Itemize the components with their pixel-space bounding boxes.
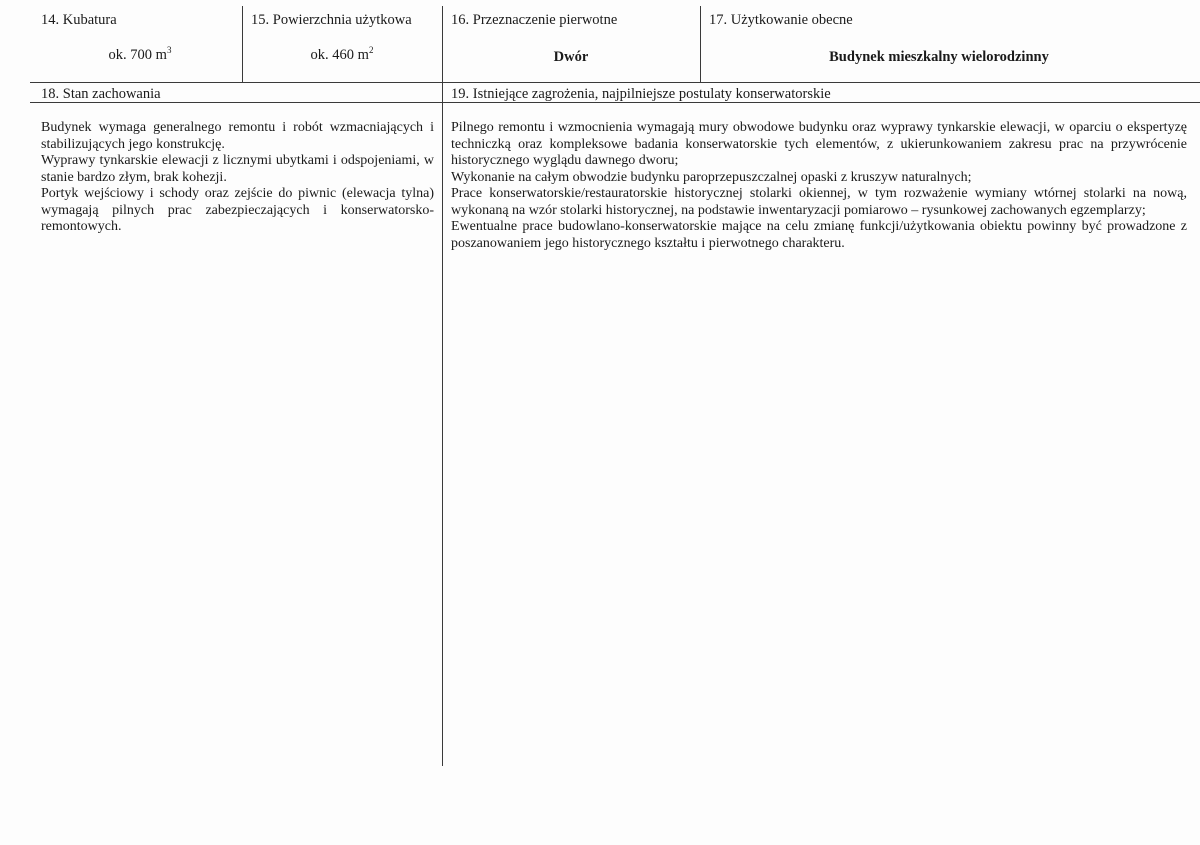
field-19-paragraph: Prace konserwatorskie/restauratorskie historycznej stolarki okiennej, w tym rozważenie wymiany wtórnej stolarki na nową, wykonaną na wzór stolarki historycznej, na podstawie inwentaryzacji pomiarowo – rysunkowej zachowanych egzemplarzy; [451, 186, 1187, 218]
col-divider-14-15 [242, 6, 243, 82]
field-18-paragraph: Budynek wymaga generalnego remontu i robót wzmacniających i stabilizujących jego konstrukcję. [41, 120, 434, 152]
col-divider-16-17 [700, 6, 701, 82]
field-18-paragraph: Portyk wejściowy i schody oraz zejście do piwnic (elewacja tylna) wymagają pilnych prac zabezpieczających i konserwatorsko-remontowych. [41, 186, 434, 234]
field-17-value: Budynek mieszkalny wielorodzinny [829, 49, 1049, 65]
field-19-paragraph: Ewentualne prace budowlano-konserwatorskie mające na celu zmianę funkcji/użytkowania obiektu powinny być prowadzone z poszanowaniem jego historycznego kształtu i pierwotnego charakteru. [451, 219, 1187, 251]
field-19-label: 19. Istniejące zagrożenia, najpilniejsze postulaty konserwatorskie [451, 86, 831, 102]
row-divider-header19 [30, 102, 1200, 103]
row-divider-top [30, 82, 1200, 83]
field-19-paragraph: Wykonanie na całym obwodzie budynku paroprzepuszczalnej opaski z kruszyw naturalnych; [451, 169, 972, 185]
field-16-value: Dwór [553, 49, 589, 65]
field-19-paragraph: Pilnego remontu i wzmocnienia wymagają mury obwodowe budynku oraz wyprawy tynkarskie elewacji, w oparciu o ekspertyzę techniczką oraz kompleksowe badania konserwatorskie tych elementów, z ukierunkowaniem zakresu prac na przywrócenie historycznego wyglądu dawnego dworu; [451, 120, 1187, 168]
field-14-unit-sup: 3 [166, 45, 172, 56]
field-18-paragraph: Wyprawy tynkarskie elewacji z licznymi ubytkami i odspojeniami, w stanie bardzo złym, brak kohezji. [41, 153, 434, 185]
field-15-unit-sup: 2 [368, 45, 374, 56]
field-14-label: 14. Kubatura [41, 12, 117, 28]
field-18-label: 18. Stan zachowania [41, 86, 161, 102]
field-15-label: 15. Powierzchnia użytkowa [251, 12, 412, 28]
field-16-label: 16. Przeznaczenie pierwotne [451, 12, 618, 28]
field-14-value-text: ok. 700 m [108, 47, 167, 63]
field-15-value-text: ok. 460 m [310, 47, 369, 63]
field-15-value [242, 47, 442, 63]
field-18-text [41, 120, 434, 236]
col-divider-15-16 [442, 6, 443, 766]
field-19-text [451, 120, 1187, 252]
field-14-value [40, 47, 240, 63]
field-17-label: 17. Użytkowanie obecne [709, 12, 853, 28]
